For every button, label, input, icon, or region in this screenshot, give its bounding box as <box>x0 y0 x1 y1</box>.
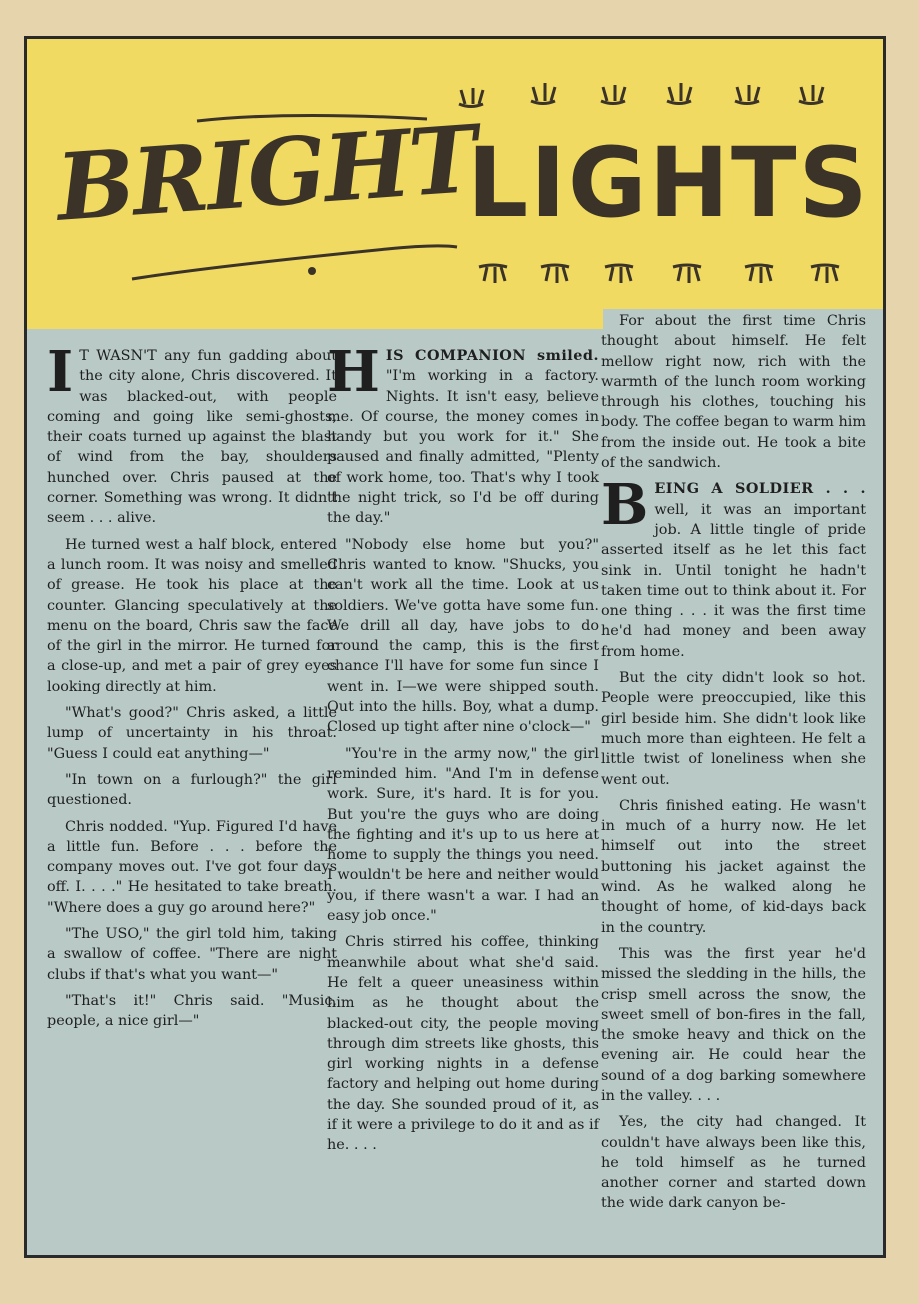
story-panel <box>24 36 886 1258</box>
lead-in: IS COMPANION smiled. <box>385 347 599 364</box>
drop-cap: B <box>601 472 649 539</box>
drop-cap: H <box>327 339 380 405</box>
title-word-lights: LIGHTS <box>467 127 870 239</box>
paragraph: "What's good?" Chris asked, a little lump of uncertainty in his throat. "Guess I could eat anything—" <box>47 705 337 762</box>
paragraph <box>327 339 599 529</box>
paragraph: Chris nodded. "Yup. Figured I'd have a little fun. Before . . . before the company moves out. I've got four days off. I. . . ." He hesitated to take breath. "Where does a guy go around here?" <box>47 818 337 916</box>
lashes-top-icon <box>459 83 823 107</box>
text-column-1 <box>47 339 337 1038</box>
drop-cap: I <box>47 339 74 405</box>
title-banner <box>27 39 883 329</box>
paragraph: "That's it!" Chris said. "Music, people, a nice girl—" <box>47 992 337 1030</box>
paragraph: "In town on a furlough?" the girl questioned. <box>47 771 337 809</box>
text-column-3 <box>601 311 866 1220</box>
paragraph: But the city didn't look so hot. People were preoccupied, like this girl beside him. She didn't look like much more than eighteen. He felt a little twist of loneliness when she went out. <box>601 670 866 788</box>
paragraph: Yes, the city had changed. It couldn't have always been like this, he told himself as he turned another corner and started down the wide dark canyon be- <box>601 1114 866 1212</box>
paragraph <box>47 339 337 529</box>
paragraph-text: well, it was an important job. A little tingle of pride asserted itself as he let this fact sink in. Until tonight he hadn't taken time out to think about it. For one thing . . . it was the first time he'd had money and been away from home. <box>601 501 866 660</box>
paragraph: For about the first time Chris thought about himself. He felt mellow right now, rich with the warmth of the lunch room working through his clothes, touching his body. The coffee began to warm him from the inside out. He took a bite of the sandwich. <box>601 313 866 472</box>
text-column-2 <box>327 339 599 1162</box>
paragraph-text: T WASN'T any fun gadding about the city alone, Chris discovered. It was blacked-out, with people coming and going like semi-ghosts, their coats turned up against the blast of wind from the bay, shoulders hunched over. Chris paused at the corner. Something was wrong. It didn't seem . . . alive. <box>47 348 337 527</box>
paragraph: "You're in the army now," the girl reminded him. "And I'm in defense work. Sure, it's hard. It is for you. But you're the guys who are doing the fighting and it's up to us here at home to supply the things you need. I wouldn't be here and neither would you, if there wasn't a war. I had an easy job once." <box>327 745 599 925</box>
paragraph-text: "I'm working in a factory. Nights. It isn't easy, believe me. Of course, the money comes in handy but you work for it." She paused and finally admitted, "Plenty of work home, too. That's why I took the night trick, so I'd be off during the day." <box>327 368 599 527</box>
title-word-bright: BRIGHT <box>53 104 479 242</box>
lead-in: EING A SOLDIER . . . <box>654 480 866 498</box>
paragraph: Chris stirred his coffee, thinking meanwhile about what she'd said. He felt a queer uneasiness within him as he thought about the blacked-out city, the people moving through dim streets like ghosts, this girl working nights in a defense factory and helping out home during the day. She sounded proud of it, as if it were a privilege to do it and as if he. . . . <box>327 934 599 1154</box>
lashes-bottom-icon <box>479 265 839 283</box>
paragraph: "The USO," the girl told him, taking a swallow of coffee. "There are night clubs if that's what you want—" <box>47 926 337 983</box>
paragraph <box>601 472 866 662</box>
paragraph: "Nobody else home but you?" Chris wanted to know. "Shucks, you can't work all the time. Look at us soldiers. We've gotta have some fun. We drill all day, have jobs to do around the camp, this is the first chance I'll have for some fun since I went in. I—we were shipped south. Out into the hills. Boy, what a dump. Closed up tight after nine o'clock—" <box>327 536 599 736</box>
paragraph: This was the first year he'd missed the sledding in the hills, the crisp smell across the snow, the sweet smell of bon-fires in the fall, the smoke heavy and thick on the evening air. He could hear the sound of a dog barking somewhere in the valley. . . . <box>601 945 866 1104</box>
paragraph: He turned west a half block, entered a lunch room. It was noisy and smelled of grease. He took his place at the counter. Glancing speculatively at the menu on the board, Chris saw the face of the girl in the mirror. He turned for a close-up, and met a pair of grey eyes looking directly at him. <box>47 536 337 695</box>
paragraph: Chris finished eating. He wasn't in much of a hurry now. He let himself out into the street buttoning his jacket against the wind. As he walked along he thought of home, of kid-days back in the country. <box>601 797 866 936</box>
